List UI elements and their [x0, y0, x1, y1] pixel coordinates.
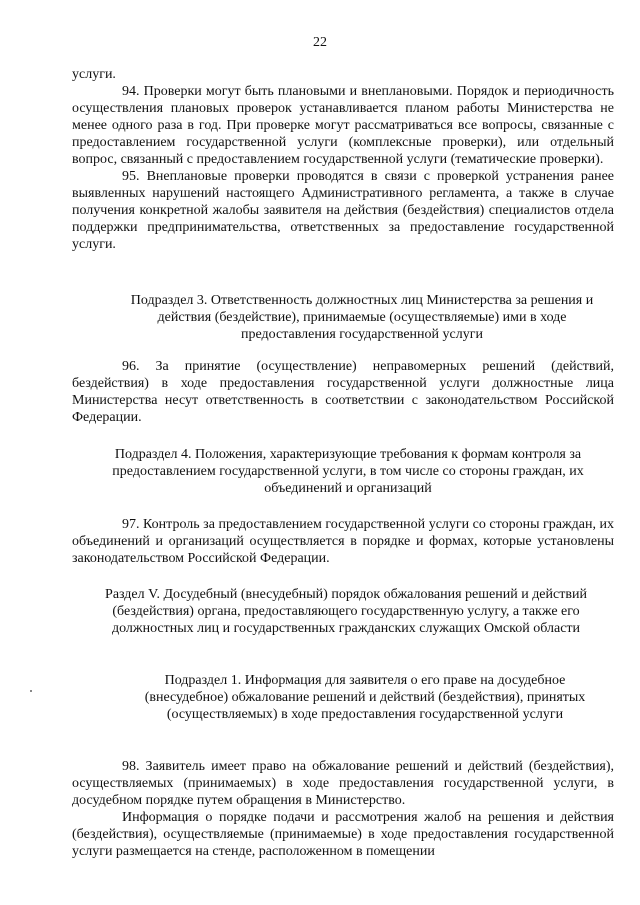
paragraph-96: 96. За принятие (осуществление) неправомерных решений (действий, бездействия) в ходе предоставления государственной услуги должностные лица Министерства несут ответственность в соответствии с законодательством Российской Федерации. — [72, 359, 614, 425]
section-v-heading: Раздел V. Досудебный (внесудебный) порядок обжалования решений и действий (бездействия) органа, предоставляющего государственную услугу, а также его должностных лиц и государственных гражданских служащих Омской области — [105, 587, 587, 636]
section-paragraphs-94-95 — [72, 66, 614, 253]
paragraph-98-block — [72, 758, 614, 860]
subsection-4-heading: Подраздел 4. Положения, характеризующие требования к формам контроля за предоставлением государственной услуги, в том числе со стороны граждан, их объединений и организаций — [112, 447, 584, 496]
scan-speck — [30, 690, 32, 692]
subsection-1-heading: Подраздел 1. Информация для заявителя о его праве на досудебное (внесудебное) обжалование решений и действий (бездействия), принятых (осуществляемых) в ходе предоставления государственной услуги — [144, 673, 586, 722]
continuation-text: услуги. — [72, 67, 116, 82]
paragraph-95: 95. Внеплановые проверки проводятся в связи с проверкой устранения ранее выявленных нарушений настоящего Административного регламента, а также в случае получения конкретной жалобы заявителя на действия (бездействия) специалистов отдела поддержки предпринимательства, ответственных за предоставление государственной услуги. — [72, 169, 614, 252]
page-number: 22 — [313, 35, 327, 50]
paragraph-98: 98. Заявитель имеет право на обжалование решений и действий (бездействия), осуществляемых (принимаемых) в ходе предоставления государственной услуги, в досудебном порядке путем обращения в Министерство. — [72, 759, 614, 808]
subsection-3-heading: Подраздел 3. Ответственность должностных лиц Министерства за решения и действия (бездействие), принимаемые (осуществляемые) ими в ходе предоставления государственной услуги — [130, 293, 594, 342]
paragraph-98-info: Информация о порядке подачи и рассмотрения жалоб на решения и действия (бездействия), осуществляемые (принимаемые) в ходе предоставления государственной услуги размещается на стенде, расположенном в помещении — [72, 810, 614, 859]
paragraph-94: 94. Проверки могут быть плановыми и внеплановыми. Порядок и периодичность осуществления плановых проверок устанавливается планом работы Министерства не менее одного раза в год. При проверке могут рассматриваться все вопросы, связанные с предоставлением государственной услуги (комплексные проверки), или отдельный вопрос, связанный с предоставлением государственной услуги (тематические проверки). — [72, 84, 614, 167]
paragraph-97: 97. Контроль за предоставлением государственной услуги со стороны граждан, их объединений и организаций осуществляется в порядке и формах, которые установлены законодательством Российской Федерации. — [72, 517, 614, 566]
